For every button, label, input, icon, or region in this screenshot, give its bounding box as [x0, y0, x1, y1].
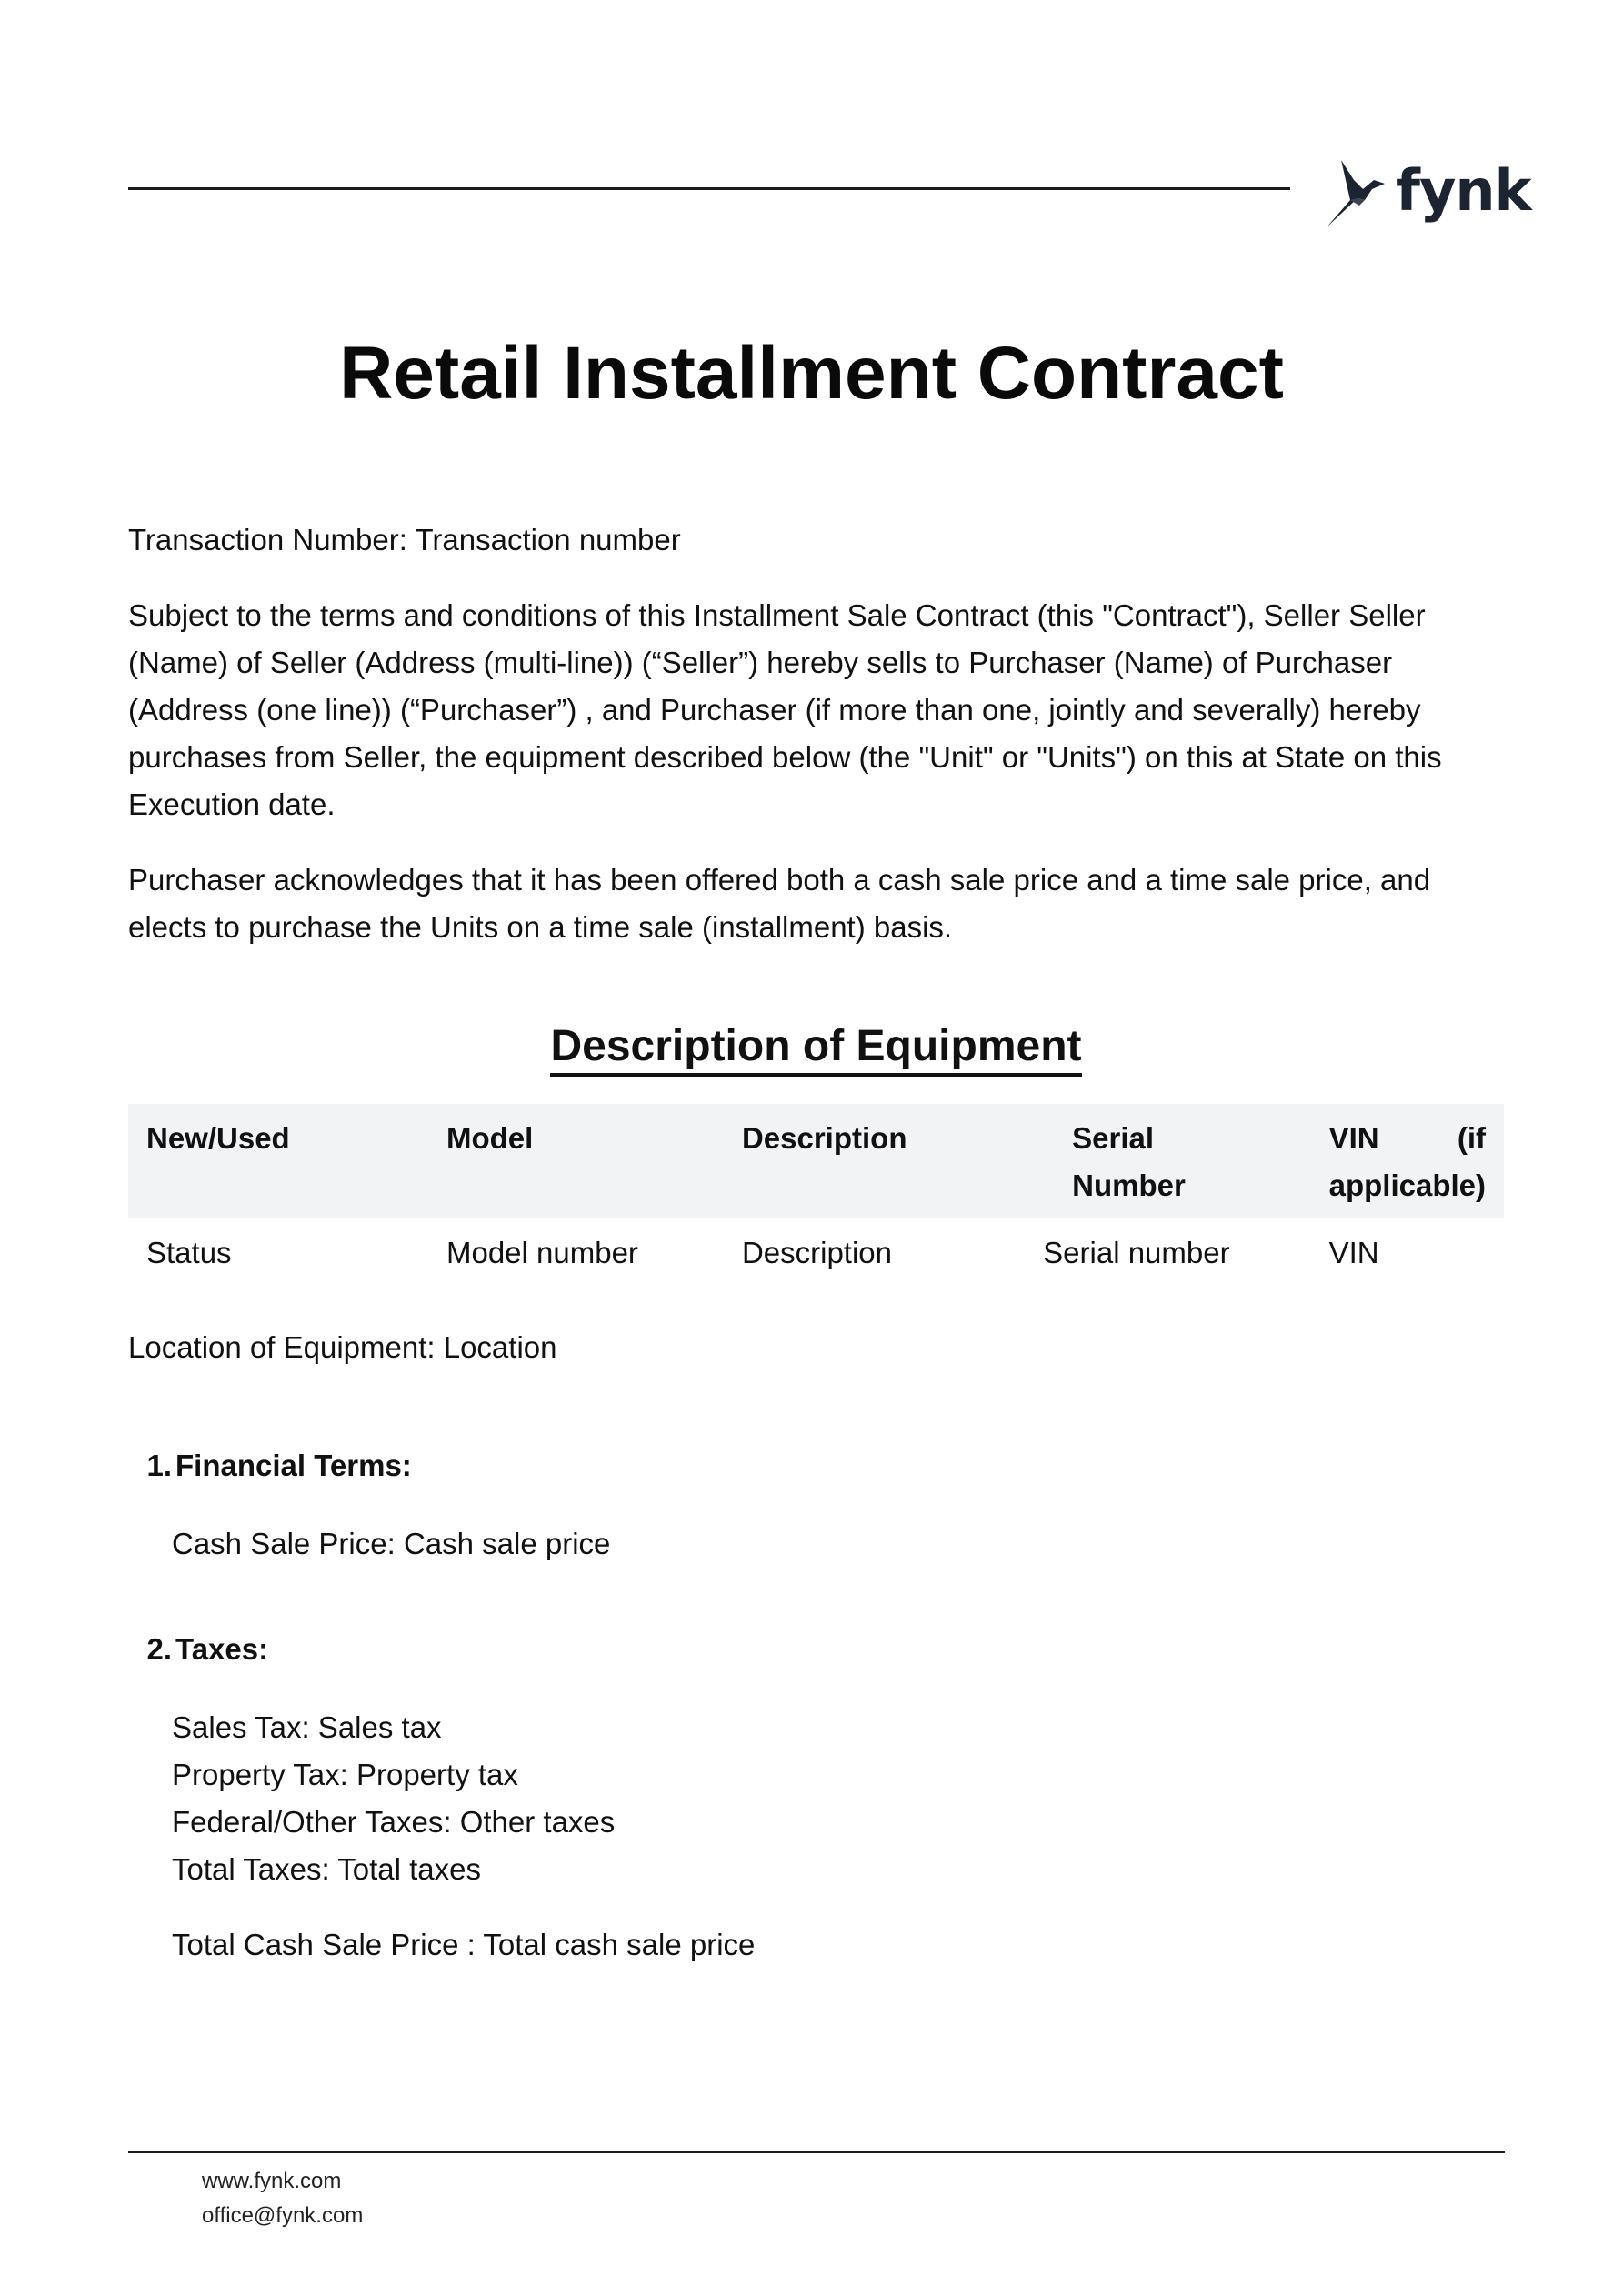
cell-vin: VIN [1328, 1236, 1379, 1270]
list-item-number: 1. [146, 1449, 172, 1483]
list-item-heading: Financial Terms: [175, 1449, 412, 1483]
footer [202, 2164, 363, 2233]
header-model: Model [428, 1104, 724, 1218]
header-new-used: New/Used [128, 1104, 428, 1218]
acknowledgement-paragraph: Purchaser acknowledges that it has been offered both a cash sale price and a time sale price, and elects to purchase the Units on a time sale (installment) basis. [128, 863, 1431, 944]
terms-list [128, 1442, 1504, 1969]
bird-logo-icon [1323, 153, 1390, 229]
cell-serial: Serial number [1043, 1236, 1230, 1270]
list-item [128, 1442, 1504, 1568]
equipment-location: Location of Equipment: Location [128, 1330, 557, 1365]
cell-model: Model number [446, 1236, 638, 1270]
header-serial-number [1025, 1104, 1310, 1218]
header-serial-line2: Number [1072, 1168, 1186, 1203]
brand-name: fynk [1396, 157, 1531, 224]
cash-sale-price: Cash Sale Price: Cash sale price [172, 1527, 611, 1561]
header-vin [1311, 1104, 1504, 1218]
intro-paragraph: Subject to the terms and conditions of this Installment Sale Contract (this "Contract"), Seller Seller (Name) of Seller (Address (multi-line)) (“Seller”) hereby sells to Purchaser (Name) of Purchaser (Address (one line)) (“Purchaser”) , and Purchaser (if more than one, jointly and severally) hereby purchases from Seller, the equipment described below (the "Unit" or "Units") on this at State on this Execution date. [128, 598, 1442, 821]
sales-tax: Sales Tax: Sales tax [172, 1710, 442, 1745]
list-item-heading: Taxes: [175, 1632, 269, 1667]
equipment-table [128, 1104, 1504, 1286]
header-vin-left: VIN [1328, 1121, 1379, 1156]
list-item [128, 1626, 1504, 1969]
list-item-number: 2. [146, 1632, 172, 1667]
cell-new-used: Status [146, 1236, 232, 1270]
footer-rule [128, 2151, 1505, 2153]
transaction-number: Transaction Number: Transaction number [128, 523, 681, 556]
header-description: Description [724, 1104, 1025, 1218]
equipment-section-title: Description of Equipment [550, 1021, 1081, 1077]
table-row [128, 1218, 1504, 1286]
document-title: Retail Installment Contract [339, 332, 1284, 415]
footer-website: www.fynk.com [202, 2169, 342, 2193]
property-tax: Property Tax: Property tax [172, 1758, 518, 1792]
footer-email: office@fynk.com [202, 2203, 364, 2228]
document-body [128, 516, 1504, 1969]
brand-logo [1323, 153, 1531, 229]
total-cash-sale-price: Total Cash Sale Price : Total cash sale price [172, 1928, 756, 1962]
other-taxes: Federal/Other Taxes: Other taxes [172, 1805, 616, 1840]
total-taxes: Total Taxes: Total taxes [172, 1852, 481, 1887]
header-vin-right: (if [1457, 1121, 1486, 1156]
header-rule [128, 187, 1290, 190]
header-serial-line1: Serial [1072, 1121, 1155, 1156]
table-header-row [128, 1104, 1504, 1218]
header-vin-line2: applicable) [1328, 1168, 1486, 1203]
cell-description: Description [741, 1236, 893, 1270]
